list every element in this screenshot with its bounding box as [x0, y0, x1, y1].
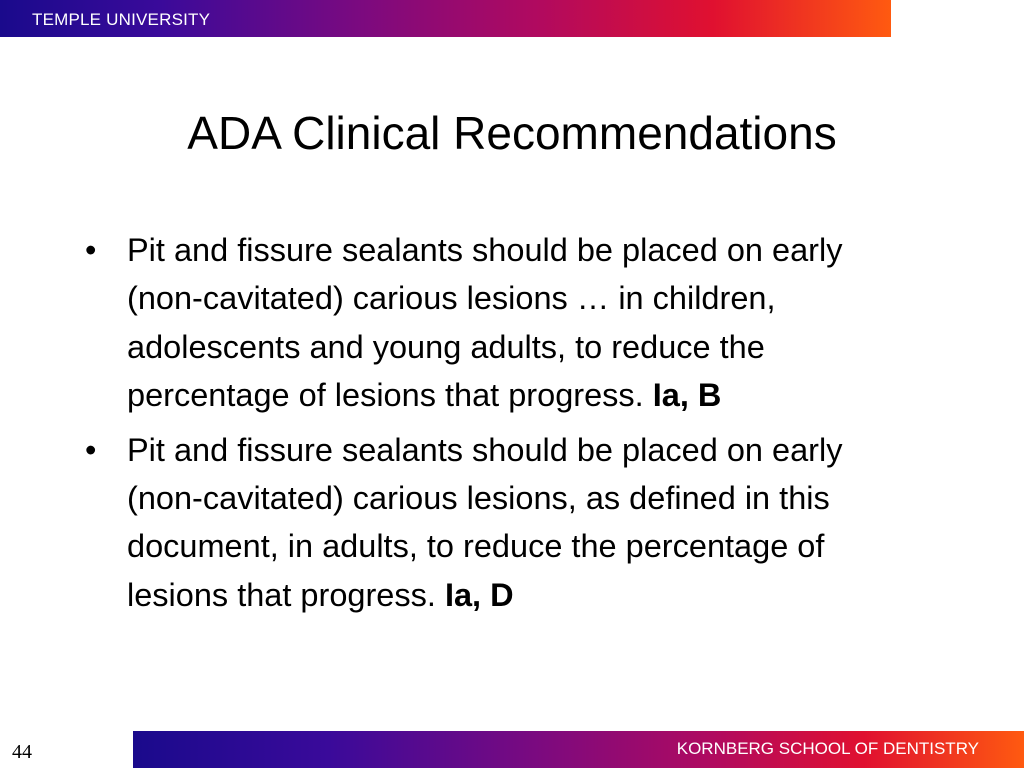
header-banner	[0, 0, 891, 37]
page-number: 44	[12, 741, 32, 763]
bullet-icon: •	[85, 232, 97, 268]
evidence-grade: Ia, B	[652, 377, 722, 414]
evidence-grade: Ia, D	[444, 576, 514, 613]
bullet-text: Pit and fissure sealants should be placed on early (non-cavitated) carious lesions, as defined in this document, in adults, to reduce the percentage of lesions that progress.	[127, 431, 843, 613]
institution-name: TEMPLE UNIVERSITY	[32, 10, 211, 29]
school-name: KORNBERG SCHOOL OF DENTISTRY	[676, 739, 979, 758]
footer-banner	[133, 731, 1024, 768]
bullet-list	[85, 226, 925, 625]
bullet-item	[85, 226, 925, 420]
bullet-item	[85, 426, 925, 620]
bullet-icon: •	[85, 431, 97, 468]
bullet-text: Pit and fissure sealants should be placed on early (non-cavitated) carious lesions … in children, adolescents and young adults, to reduce the percentage of lesions that progress.	[127, 232, 843, 414]
slide-title: ADA Clinical Recommendations	[187, 107, 837, 159]
